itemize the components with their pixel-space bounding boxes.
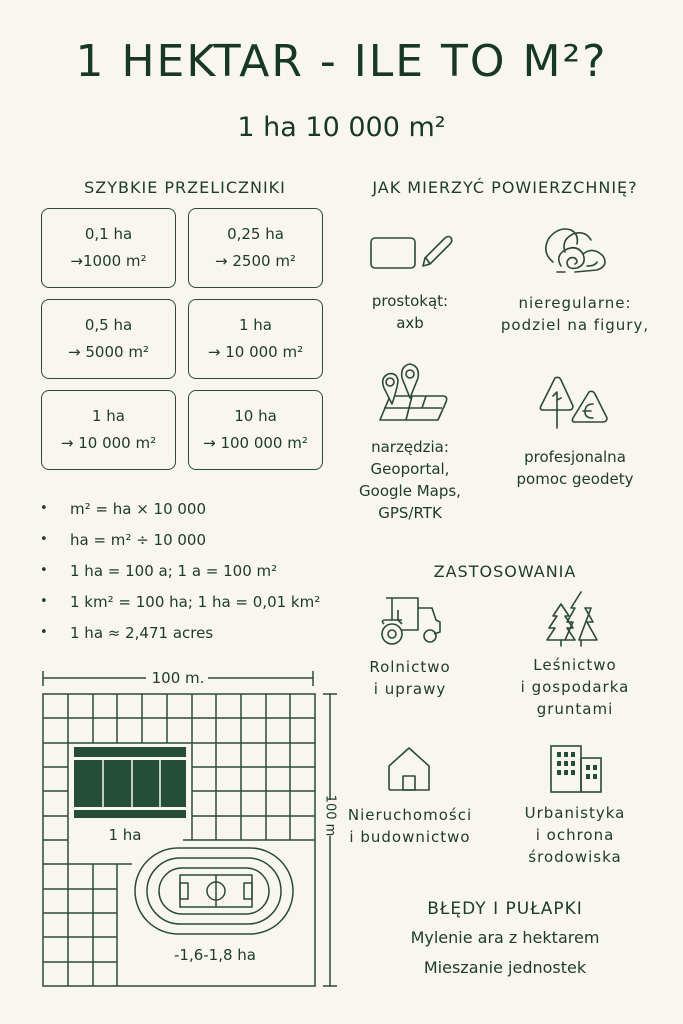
conversion-from: 0,5 ha [84, 316, 133, 334]
formula-item: • ha = m² ÷ 10 000 [40, 527, 320, 558]
formula-item: • m² = ha × 10 000 [40, 496, 320, 527]
width-dimension-label: 100 m. [151, 669, 205, 687]
item-label-line: axb [396, 314, 424, 332]
conversion-from: 0,1 ha [84, 225, 133, 243]
item-label-line: podziel na figury, [500, 316, 650, 334]
stadium-area-label: -1,6-1,8 ha [173, 946, 256, 964]
surveyor-signs-icon [535, 372, 615, 430]
measure-item-surveyor [495, 372, 655, 490]
measure-heading: JAK MIERZYĆ POWIERZCHNIĘ? [372, 178, 638, 197]
measure-item-irregular [495, 222, 655, 336]
trees-icon [545, 590, 605, 648]
item-label-line: narzędzia: [371, 438, 449, 456]
application-item-real-estate [345, 746, 475, 848]
house-icon [385, 746, 435, 794]
formula-item: • 1 ha ≈ 2,471 acres [40, 620, 320, 651]
conversion-to: → 2500 m² [215, 252, 296, 270]
conversion-card [188, 299, 323, 379]
item-label-line: Geoportal, [370, 460, 450, 478]
item-label-line: i gospodarka [520, 678, 630, 696]
field-area-label: 1 ha [108, 826, 142, 844]
conversion-card [41, 299, 176, 379]
application-item-urban-planning [495, 744, 655, 868]
application-item-forestry [495, 590, 655, 720]
conversion-to: → 10 000 m² [207, 343, 304, 361]
rectangle-pencil-icon [365, 228, 455, 278]
item-label-line: Google Maps, [359, 482, 461, 500]
height-dimension-label: 100 m [322, 794, 338, 837]
page-title: 1 HEKTAR - ILE TO M²? [75, 36, 608, 87]
formula-item: • 1 km² = 100 ha; 1 ha = 0,01 km² [40, 589, 320, 620]
conversion-from: 10 ha [234, 407, 277, 425]
item-label-line: pomoc geodety [516, 470, 634, 488]
tractor-icon [374, 594, 446, 646]
conversion-from: 1 ha [238, 316, 272, 334]
measure-item-rectangle [345, 228, 475, 334]
item-label-line: profesjonalna [524, 448, 626, 466]
item-label-line: Rolnictwo [369, 658, 451, 676]
item-label-line: nieregularne: [518, 294, 632, 312]
item-label-line: prostokąt: [371, 292, 449, 310]
rolled-terrain-icon [535, 222, 615, 280]
formula-list [40, 496, 320, 651]
map-pins-icon [370, 362, 450, 424]
item-label-line: i ochrona [535, 826, 615, 844]
application-item-agriculture [345, 594, 475, 700]
conversion-to: → 5000 m² [68, 343, 149, 361]
item-label-line: i uprawy [373, 680, 447, 698]
formula-item: • 1 ha = 100 a; 1 a = 100 m² [40, 558, 320, 589]
conversion-to: → 100 000 m² [203, 434, 308, 452]
conversion-card [188, 208, 323, 288]
item-label-line: środowiska [528, 848, 622, 866]
conversion-to: → 10 000 m² [60, 434, 157, 452]
page-subtitle: 1 ha 10 000 m² [237, 112, 446, 143]
buildings-icon [547, 744, 603, 794]
error-item: Mylenie ara z hektarem [410, 928, 600, 947]
errors-section [345, 895, 665, 983]
conversion-card [41, 208, 176, 288]
conversion-from: 1 ha [91, 407, 125, 425]
conversion-card [188, 390, 323, 470]
error-item: Mieszanie jednostek [423, 958, 587, 977]
errors-heading: BŁĘDY I PUŁAPKI [427, 899, 583, 919]
measure-item-tools [345, 362, 475, 524]
item-label-line: GPS/RTK [378, 504, 442, 522]
quick-conversions-heading: SZYBKIE PRZELICZNIKI [84, 178, 286, 197]
item-label-line: i budownictwo [349, 828, 471, 846]
item-label-line: Urbanistyka [524, 804, 626, 822]
conversion-from: 0,25 ha [227, 225, 284, 243]
item-label-line: gruntami [536, 700, 614, 718]
item-label-line: Nieruchomości [347, 806, 473, 824]
applications-heading: ZASTOSOWANIA [433, 562, 577, 581]
conversion-card [41, 390, 176, 470]
conversion-to: →1000 m² [70, 252, 147, 270]
item-label-line: Leśnictwo [533, 656, 617, 674]
